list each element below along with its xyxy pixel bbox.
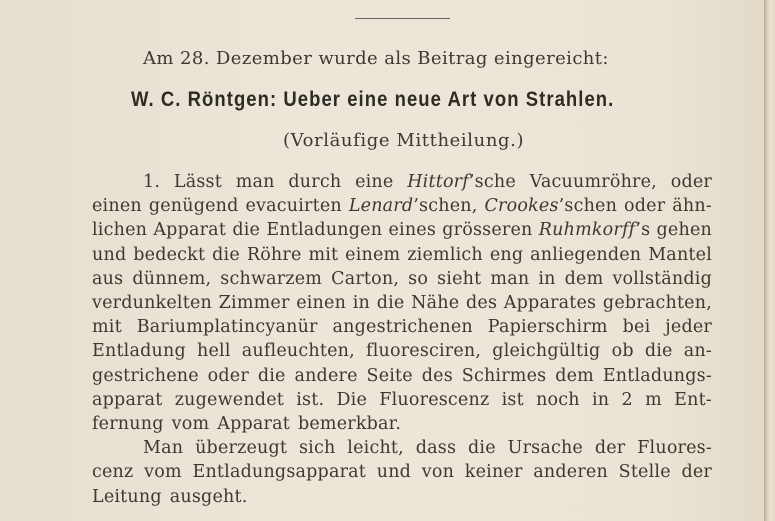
word: in xyxy=(592,389,610,410)
word: so xyxy=(408,268,429,289)
word: 2 xyxy=(621,389,633,410)
word: Nähe xyxy=(411,293,460,313)
word: Crookes’schen xyxy=(484,196,618,217)
word: ähn- xyxy=(672,196,712,217)
text-line xyxy=(92,220,712,240)
word: anliegenden xyxy=(530,244,642,265)
word: ist. xyxy=(296,389,325,410)
word: aus xyxy=(92,268,124,289)
word: Apparat xyxy=(153,220,227,241)
word: angestrichenen xyxy=(332,317,473,338)
word: durch xyxy=(288,172,342,192)
word: Zimmer xyxy=(218,293,290,313)
word: anderen xyxy=(533,462,608,483)
word: 1. xyxy=(143,172,161,192)
word: apparat xyxy=(92,389,163,410)
word: bedeckt xyxy=(133,244,206,265)
word: grösseren xyxy=(442,220,533,241)
word: einen xyxy=(296,293,347,313)
word: gestrichene xyxy=(92,365,199,386)
word: Stelle xyxy=(618,462,671,483)
word: vollständig xyxy=(612,268,712,289)
word: oder xyxy=(624,196,666,217)
word: die xyxy=(232,220,261,241)
text-line xyxy=(92,487,255,507)
word: Entladung xyxy=(92,341,186,362)
word: andere xyxy=(294,365,358,386)
text-line xyxy=(92,293,712,313)
word: einen xyxy=(92,196,142,217)
word: Seite xyxy=(366,365,413,386)
word: gebrachten, xyxy=(602,293,712,313)
word: vom xyxy=(171,414,210,434)
word: Entladungs- xyxy=(602,365,712,386)
word: die xyxy=(257,365,286,386)
word: fernung xyxy=(92,414,164,434)
word: man xyxy=(235,172,275,192)
word: eng xyxy=(489,244,524,265)
word: m xyxy=(645,389,662,410)
word: einem xyxy=(345,244,401,265)
word: Die xyxy=(336,389,368,410)
word: an- xyxy=(683,341,712,362)
word: ziemlich xyxy=(407,244,483,265)
word: dünnem, xyxy=(132,268,212,289)
word: sich xyxy=(299,438,336,459)
word: Man xyxy=(143,438,184,459)
text-line xyxy=(92,317,712,337)
word: Apparat xyxy=(217,414,290,434)
word: ist xyxy=(501,389,524,410)
word: dem xyxy=(564,268,604,289)
word: Ursache xyxy=(507,438,583,459)
word: noch xyxy=(536,389,580,410)
word: genügend xyxy=(148,196,239,217)
word: dem xyxy=(555,365,594,386)
word: jeder xyxy=(665,317,712,338)
word: Ruhmkorff’s xyxy=(538,220,651,241)
word: Ent- xyxy=(674,389,712,410)
word: lichen xyxy=(92,220,148,241)
word: Vacuumröhre, xyxy=(529,172,657,192)
submission-note: Am 28. Dezember wurde als Beitrag eingereicht: xyxy=(143,48,609,69)
word: oder xyxy=(670,172,712,192)
word: verdunkelten xyxy=(92,293,212,313)
word: die xyxy=(468,438,496,459)
word: Bariumplatincyanür xyxy=(136,317,318,338)
word: Lässt xyxy=(173,172,222,192)
word: ausgeht. xyxy=(169,486,248,507)
word: überzeugt xyxy=(195,438,288,459)
text-line xyxy=(92,269,712,289)
word: Schirmes xyxy=(461,365,547,386)
word: oder xyxy=(207,365,249,386)
word: fluoresciren, xyxy=(366,341,482,362)
text-line xyxy=(92,390,712,410)
word: ob xyxy=(611,341,634,362)
section-divider xyxy=(355,18,450,19)
text-line xyxy=(92,366,712,386)
word: hell xyxy=(197,341,231,362)
word: Hittorf’sche xyxy=(407,172,516,192)
word: in xyxy=(352,293,371,313)
word: und xyxy=(376,462,412,483)
article-subtitle: (Vorläufige Mittheilung.) xyxy=(283,130,525,151)
word: der xyxy=(681,462,712,483)
word: leicht, xyxy=(347,438,404,459)
word: gleichgültig xyxy=(492,341,601,362)
word: und xyxy=(92,244,127,265)
word: Leitung xyxy=(92,486,162,507)
word: Carton, xyxy=(331,268,400,289)
word: aufleuchten, xyxy=(241,341,355,362)
word: sieht xyxy=(437,268,482,289)
word: des xyxy=(465,293,498,313)
word: Apparates xyxy=(503,293,597,313)
text-line xyxy=(143,438,712,458)
word: zugewendet xyxy=(174,389,284,410)
word: gehen xyxy=(656,220,712,241)
word: der xyxy=(594,438,626,459)
text-line xyxy=(92,341,712,361)
article-title: W. C. Röntgen: Ueber eine neue Art von Strahlen. xyxy=(131,88,615,111)
word: eine xyxy=(355,172,394,192)
word: in xyxy=(538,268,556,289)
text-line xyxy=(92,414,409,434)
word: Papierschirm xyxy=(487,317,608,338)
text-line xyxy=(92,245,712,265)
word: schwarzem xyxy=(220,268,323,289)
word: Fluorescenz xyxy=(379,389,490,410)
word: Röhre xyxy=(246,244,302,265)
word: die xyxy=(644,341,673,362)
word: von xyxy=(421,462,455,483)
word: Fluores- xyxy=(637,438,712,459)
word: dass xyxy=(415,438,457,459)
book-gutter xyxy=(764,0,775,521)
word: die xyxy=(376,293,405,313)
word: man xyxy=(490,268,530,289)
word: keiner xyxy=(464,462,523,483)
word: mit xyxy=(308,244,339,265)
word: bei xyxy=(622,317,651,338)
word: cenz xyxy=(92,462,134,483)
word: Entladungsapparat xyxy=(192,462,367,483)
word: evacuirten xyxy=(245,196,342,217)
word: vom xyxy=(144,462,182,483)
word: mit xyxy=(92,317,122,338)
word: eines xyxy=(388,220,437,241)
text-line xyxy=(92,462,712,482)
word: die xyxy=(212,244,240,265)
text-line xyxy=(92,196,712,216)
word: bemerkbar. xyxy=(297,414,402,434)
word: Lenard’schen, xyxy=(348,196,478,217)
word: Entladungen xyxy=(266,220,383,241)
word: des xyxy=(421,365,453,386)
text-line xyxy=(143,172,712,192)
word: Mantel xyxy=(648,244,712,265)
